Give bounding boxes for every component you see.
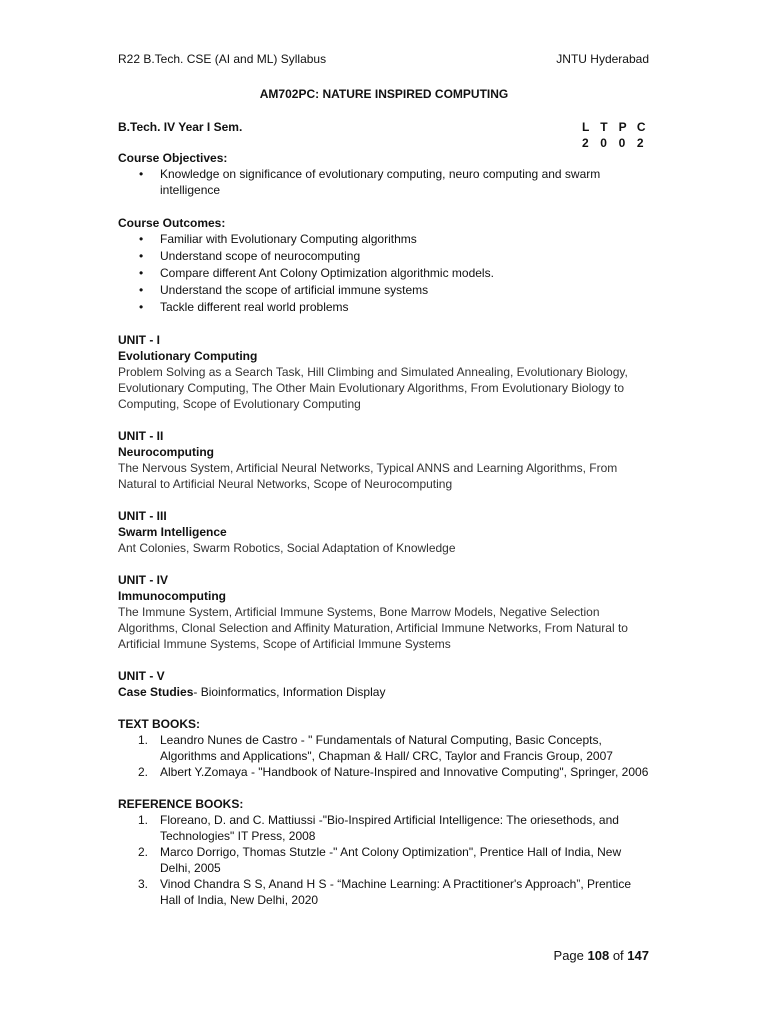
list-item: • Knowledge on significance of evolutionary computing, neuro computing and swarm intelligence bbox=[118, 166, 650, 198]
ltpc-label: T bbox=[600, 120, 608, 134]
unit-1 bbox=[118, 332, 650, 412]
unit-body: - Bioinformatics, Information Display bbox=[193, 685, 386, 699]
header-right: JNTU Hyderabad bbox=[556, 52, 649, 66]
ltpc-values-row bbox=[582, 135, 655, 151]
semester-label: B.Tech. IV Year I Sem. bbox=[118, 120, 243, 134]
ltpc-table bbox=[582, 119, 655, 151]
reference-books-list bbox=[118, 812, 650, 908]
list-item: • Familiar with Evolutionary Computing algorithms bbox=[118, 231, 650, 247]
ltpc-label: L bbox=[582, 120, 590, 134]
unit-label: UNIT - II bbox=[118, 429, 164, 443]
unit-body: Problem Solving as a Search Task, Hill Climbing and Simulated Annealing, Evolutionary Biology, Evolutionary Computing, The Other Main Evolutionary Algorithms, From Evolutionary Biology to Computing, Scope of Evolutionary Computing bbox=[118, 365, 628, 411]
unit-title: Neurocomputing bbox=[118, 445, 214, 459]
unit-4 bbox=[118, 572, 650, 652]
book-entry: Leandro Nunes de Castro - " Fundamentals of Natural Computing, Basic Concepts, Algorithms and Applications", Chapman & Hall/ CRC, Taylor and Francis Group, 2007 bbox=[160, 733, 613, 763]
unit-title: Evolutionary Computing bbox=[118, 349, 258, 363]
book-entry: Marco Dorrigo, Thomas Stutzle -" Ant Colony Optimization", Prentice Hall of India, New Delhi, 2005 bbox=[160, 845, 622, 875]
text-books-heading: TEXT BOOKS: bbox=[118, 717, 201, 731]
text-books-list bbox=[118, 732, 650, 780]
objectives-list bbox=[118, 166, 650, 198]
ltpc-labels-row bbox=[582, 119, 655, 135]
current-page: 108 bbox=[587, 948, 610, 963]
list-item: • Understand the scope of artificial immune systems bbox=[118, 282, 650, 298]
unit-label: UNIT - III bbox=[118, 509, 167, 523]
header-left: R22 B.Tech. CSE (AI and ML) Syllabus bbox=[118, 52, 327, 66]
book-entry: Albert Y.Zomaya - "Handbook of Nature-Inspired and Innovative Computing", Springer, 2006 bbox=[160, 765, 649, 779]
ltpc-label: C bbox=[636, 120, 646, 134]
ltpc-value: 2 bbox=[582, 136, 589, 150]
list-item: 1. Leandro Nunes de Castro - " Fundamentals of Natural Computing, Basic Concepts, Algorithms and Applications", Chapman & Hall/ CRC, Taylor and Francis Group, 2007 bbox=[138, 733, 613, 763]
outcomes-heading: Course Outcomes: bbox=[118, 216, 226, 230]
unit-5 bbox=[118, 668, 650, 700]
list-item: • Understand scope of neurocomputing bbox=[118, 248, 650, 264]
unit-case-line bbox=[118, 684, 650, 700]
page-prefix: Page bbox=[553, 948, 588, 963]
list-item: 1. Floreano, D. and C. Mattiussi -"Bio-Inspired Artificial Intelligence: The oriesethods, and Technologies" IT Press, 2008 bbox=[138, 813, 619, 843]
objectives-heading: Course Objectives: bbox=[118, 151, 228, 165]
unit-title: Swarm Intelligence bbox=[118, 525, 227, 539]
ltpc-value: 0 bbox=[618, 136, 626, 150]
unit-body: Ant Colonies, Swarm Robotics, Social Adaptation of Knowledge bbox=[118, 541, 456, 555]
outcomes-list bbox=[118, 231, 650, 315]
list-item: • Tackle different real world problems bbox=[118, 299, 650, 315]
list-item: 3. Vinod Chandra S S, Anand H S - “Machine Learning: A Practitioner's Approach”, Prentice Hall of India, New Delhi, 2020 bbox=[138, 877, 632, 907]
book-entry: Vinod Chandra S S, Anand H S - “Machine Learning: A Practitioner's Approach”, Prentice Hall of India, New Delhi, 2020 bbox=[160, 877, 632, 907]
unit-title: Immunocomputing bbox=[118, 589, 226, 603]
unit-title: Case Studies bbox=[118, 685, 194, 699]
page-number bbox=[554, 948, 649, 964]
unit-body: The Nervous System, Artificial Neural Networks, Typical ANNS and Learning Algorithms, From Natural to Artificial Neural Networks, Scope of Neurocomputing bbox=[118, 461, 618, 491]
unit-label: UNIT - V bbox=[118, 669, 165, 683]
unit-label: UNIT - I bbox=[118, 333, 160, 347]
list-item: 2. Marco Dorrigo, Thomas Stutzle -" Ant Colony Optimization", Prentice Hall of India, New Delhi, 2005 bbox=[138, 845, 622, 875]
list-item: • Compare different Ant Colony Optimization algorithmic models. bbox=[118, 265, 650, 281]
unit-3 bbox=[118, 508, 650, 556]
reference-books-heading: REFERENCE BOOKS: bbox=[118, 797, 244, 811]
unit-2 bbox=[118, 428, 650, 492]
unit-body: The Immune System, Artificial Immune Systems, Bone Marrow Models, Negative Selection Algorithms, Clonal Selection and Affinity Maturation, Artificial Immune Networks, From Natural to Artificial Immune Systems, Scope of Artificial Immune Systems bbox=[118, 605, 628, 651]
syllabus-content bbox=[118, 150, 650, 908]
list-item: 2. Albert Y.Zomaya - "Handbook of Nature-Inspired and Innovative Computing", Springer, 2006 bbox=[138, 765, 649, 779]
ltpc-label: P bbox=[618, 120, 627, 134]
unit-label: UNIT - IV bbox=[118, 573, 168, 587]
total-pages: 147 bbox=[627, 948, 649, 963]
book-entry: Floreano, D. and C. Mattiussi -"Bio-Inspired Artificial Intelligence: The oriesethods, and Technologies" IT Press, 2008 bbox=[160, 813, 619, 843]
course-title: AM702PC: NATURE INSPIRED COMPUTING bbox=[259, 87, 509, 101]
ltpc-value: 0 bbox=[600, 136, 607, 150]
ltpc-value: 2 bbox=[636, 136, 644, 150]
page-middle: of bbox=[609, 948, 628, 963]
